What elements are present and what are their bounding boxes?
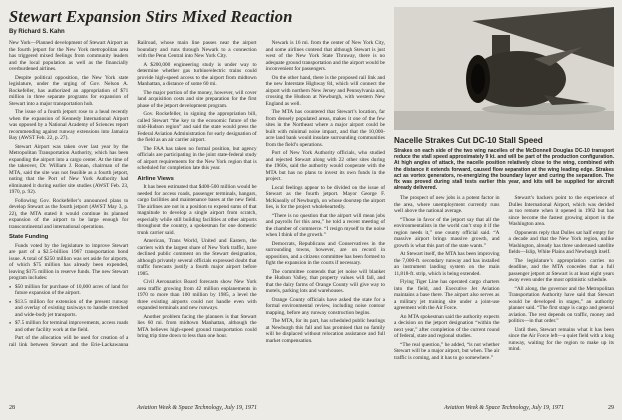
paragraph: Democrats, Republicans and Conservatives in the surrounding towns, however, are on record in opposition, and a citizens committee has been formed to fight the expansion in the courts if necessary. [265, 240, 385, 266]
paragraph: Until then, Stewart remains what it has been since the Air Force left—a quiet field with a long runway, waiting for the region to make up its mind. [508, 326, 614, 353]
paragraph: New York—Planned development of Stewart Airport as the fourth jetport for the New York metropolitan area has triggered mixed feelings from community leaders and the local population as well as the financially overburdened airlines. [9, 40, 129, 72]
photo-caption-title: Nacelle Strakes Cut DC-10 Stall Speed [394, 136, 543, 145]
paragraph: American, Trans World, United and Eastern, the carriers with the largest share of New York traffic, have declined public comment on the Stewart designation, although privately several officials expressed doubt that traffic forecasts justify a fourth major airport before 1985. [137, 238, 257, 277]
paragraph: Port of New York Authority officials, who studied and rejected Stewart along with 22 other sites during the 1960s, said the authority would cooperate with the MTA but has no plans to invest its own funds in the project. [265, 150, 385, 182]
paragraph: Following Gov. Rockefeller’s announced plans to develop Stewart as the fourth jetport (AWST May 3, p. 22), the MTA stated it would continue its planned expansion of the airport to be large enough for transcontinental and international operations. [9, 197, 129, 230]
paragraph: “Those in favor of the jetport say that all the environmentalists in the world can’t stop it if the region needs it,” one county official said. “A massive airport brings massive growth, and growth is what this part of the state wants.” [394, 216, 500, 249]
paragraph: The MTA, for its part, has scheduled public hearings at Newburgh this fall and has promised that no family will be displaced without relocation assistance and full market compensation. [265, 318, 385, 344]
paragraph: Orange County officials have asked the state for a formal environmental review, including noise contour mapping, before any runway construction begins. [265, 296, 385, 316]
paragraph: The MTA has countered that Stewart’s location, far from densely populated areas, makes it one of the few sites in the Northeast where a major airport could be built with minimal noise impact, and that the 10,000-acre land bank would insulate surrounding communities from the field’s operations. [265, 109, 385, 148]
article-headline: Stewart Expansion Stirs Mixed Reaction [9, 7, 293, 26]
paragraph: “There is no question that the airport will mean jobs and payrolls for this area,” he told a recent meeting of the chamber of commerce. “I resign myself to the noise when I think of the growth.” [265, 212, 385, 238]
left-page [9, 7, 385, 413]
paragraph: Newark is 16 mi. from the center of New York City, and some airlines contend that although Stewart is just west of the New York State Thruway, there is no adequate ground transportation and the airport would be inconvenient for passengers. [265, 40, 385, 72]
paragraph: Part of the allocation will be used for creation of a rail link between Stewart and the Erie-Lackawanna Railroad, whose main line passes near the airport boundary and runs through Newark to a connection with the Penn Central into New York City. [9, 40, 257, 348]
journal-footer-line-right: Aviation Week & Space Technology, July 19, 1971 [443, 405, 565, 411]
subheading: State Funding [9, 234, 49, 240]
paragraph: The major portion of the money, however, will cover land acquisition costs and site preparation for the first phase of the jetport development program. [137, 89, 257, 109]
bullet-item: ● $50 million for purchase of 10,000 acres of land for future expansion of the airport. [9, 284, 128, 297]
right-page-number: 29 [608, 405, 614, 411]
journal-footer-line-left: Aviation Week & Space Technology, July 19, 1971 [136, 405, 258, 411]
article-continuation-columns [394, 195, 614, 402]
article-body-columns [9, 40, 385, 402]
bullet-item: ● $7.5 million for terminal improvements, access roads and other facility work at the field. [9, 320, 128, 333]
paragraph: The issue of a fourth jetport rose to a head recently when the expansion of Kennedy International Airport was opposed by a National Academy of Sciences report recommending against runway extensions into Jamaica Bay (AWST Feb. 22, p. 27). [9, 109, 129, 141]
paragraph: “The real question,” he added, “is not whether Stewart will be a major airport, but when. The air traffic is coming, and it has to go somewhere.” [394, 341, 500, 361]
paragraph: The FAA has taken no formal position, but agency officials are participating in the joint state-federal study of airport requirements for the New York region that is scheduled for completion late this year. [137, 145, 257, 171]
paragraph: The committee contends that jet noise will blanket the Hudson Valley, that property values will fall, and that the dairy farms of Orange County will give way to motels, parking lots and warehouses. [265, 268, 385, 294]
paragraph: Civil Aeronautics Board forecasts show New York area traffic growing from 42 million enplanements in 1970 to more than 100 million by 1985, a level the three existing airports could not handle even with expanded terminals and new runways. [137, 279, 257, 311]
paragraph: Funds voted by the legislature to improve Stewart are part of a $2.5-billion 1967 transportation bond issue. A total of $250 million was set aside for airports, of which $75 million has already been expended, leaving $175 million in reserve funds. The new Stewart program includes: [9, 242, 129, 281]
paragraph: The legislature’s appropriation carries no deadline, and the MTA concedes that a full passenger jetport at Stewart is at least eight years away even under the most optimistic schedule. [508, 257, 614, 284]
paragraph: Gov. Rockefeller, in signing the appropriation bill, called Stewart “the key to the economic future of the mid-Hudson region” and said the state would press the Federal Aviation Administration for early designation of the field as an air carrier airport. [137, 111, 257, 143]
paragraph: An MTA spokesman said the authority expects a decision on the jetport designation “within the next year,” after completion of the current round of federal, state and regional studies. [394, 313, 500, 340]
dc10-nacelle-photo [394, 7, 614, 130]
paragraph: Despite political opposition, the New York state legislature, under the urging of Gov. Nelson A. Rockefeller, has authorized an appropriation of $71 million in three separate programs for expansion of Stewart into a major transportation hub. [9, 74, 129, 107]
right-page-footer [394, 405, 614, 413]
paragraph: Stewart Airport was taken over last year by the Metropolitan Transportation Authority, which has been expanding the airport into a cargo center. At the time of the takeover, Dr. William J. Ronan, chairman of the MTA, said the site was not feasible as a fourth jetport, noting that the Port of New York Authority had eliminated it during earlier site studies (AWST Feb. 23, 1970, p. 92). [9, 143, 129, 195]
subheading: Airline Views [137, 175, 174, 182]
paragraph: Local feelings appear to be divided on the issue of Stewart as the fourth jetport. Mayor George F. McKneally of Newburgh, on whose doorstep the airport lies, is for the project wholeheartedly. [265, 184, 385, 210]
photo-caption-text: Strakes on each side of the two wing nacelles of the McDonnell Douglas DC-10 transport reduce the stall speed approximately 9 kt. and will be part of the production configuration. At high angles of attack, the nacelle position relatively close to the wing, combined with the distance it extends forward, caused flow separation at the wing leading edge. Strakes act as vortex generators, re-energizing the boundary layer and curing the separation. The fix was proved during stall tests earlier this year, and kits will be supplied for aircraft already delivered. [394, 148, 614, 192]
paragraph: On the other hand, there is the proposed rail link and the new Interstate Highway 84, which will connect the airport with northern New Jersey and Pennsylvania and, crossing the Hudson at Newburgh, with western New England as well. [265, 74, 385, 107]
paragraph: The prospect of new jobs is a potent factor in the area, where unemployment currently runs well above the national average. [394, 195, 500, 215]
paragraph: It has been estimated that $400-500 million would be needed for access roads, passenger terminals, hangars, cargo facilities and maintenance bases at the new field. The airlines are not in a position to expend sums of that magnitude to develop a single airport from scratch, especially while still building facilities at other airports throughout the country, a spokesman for one domestic trunk carrier said. [137, 184, 257, 236]
paragraph: Another problem facing the planners is that Stewart lies 60 mi. from midtown Manhattan, although the MTA believes high-speed ground transportation could bring trip time down to less than one hour. [137, 313, 257, 339]
paragraph: Stewart’s backers point to the experience of Dulles International Airport, which was derided as too remote when it opened in 1962 but has since become the fastest growing airport in the Washington area. [508, 195, 614, 228]
right-page [394, 7, 614, 413]
bullet-item: ● $13.5 million for extension of the present runway and overlay of existing taxiways to handle stretched and wide-body jet transports. [9, 299, 128, 319]
paragraph: Flying Tiger Line has operated cargo charters into the field, and Executive Jet Aviation maintains a base there. The airport also serves as a military jet training site under a joint-use agreement with the Air Force. [394, 279, 500, 312]
paragraph: A $200,000 engineering study is under way to determine whether gas turbine/electric trains could provide high-speed access to the airport from midtown Manhattan, a distance of some 60 mi. [137, 61, 257, 87]
article-byline: By Richard S. Kahn [9, 29, 65, 35]
paragraph: Opponents reply that Dulles sat half empty for a decade and that the New York region, unlike Washington, already has three underused satellite fields—Islip, White Plains and Newburgh itself. [508, 229, 614, 256]
paragraph: At Stewart itself, the MTA has been improving the 7,000-ft. secondary runway and has installed an instrument landing system on the main 11,818-ft. strip, which is being extended. [394, 251, 500, 277]
left-page-footer [9, 405, 385, 413]
paragraph: “All along, the governor and the Metropolitan Transportation Authority have said that Stewart would be developed in stages,” an authority planner said. “The first stage is cargo and general aviation. The rest depends on traffic, money and politics—in that order.” [508, 285, 614, 325]
left-page-number: 28 [9, 405, 15, 411]
dc10-photo-graphic [394, 7, 614, 130]
